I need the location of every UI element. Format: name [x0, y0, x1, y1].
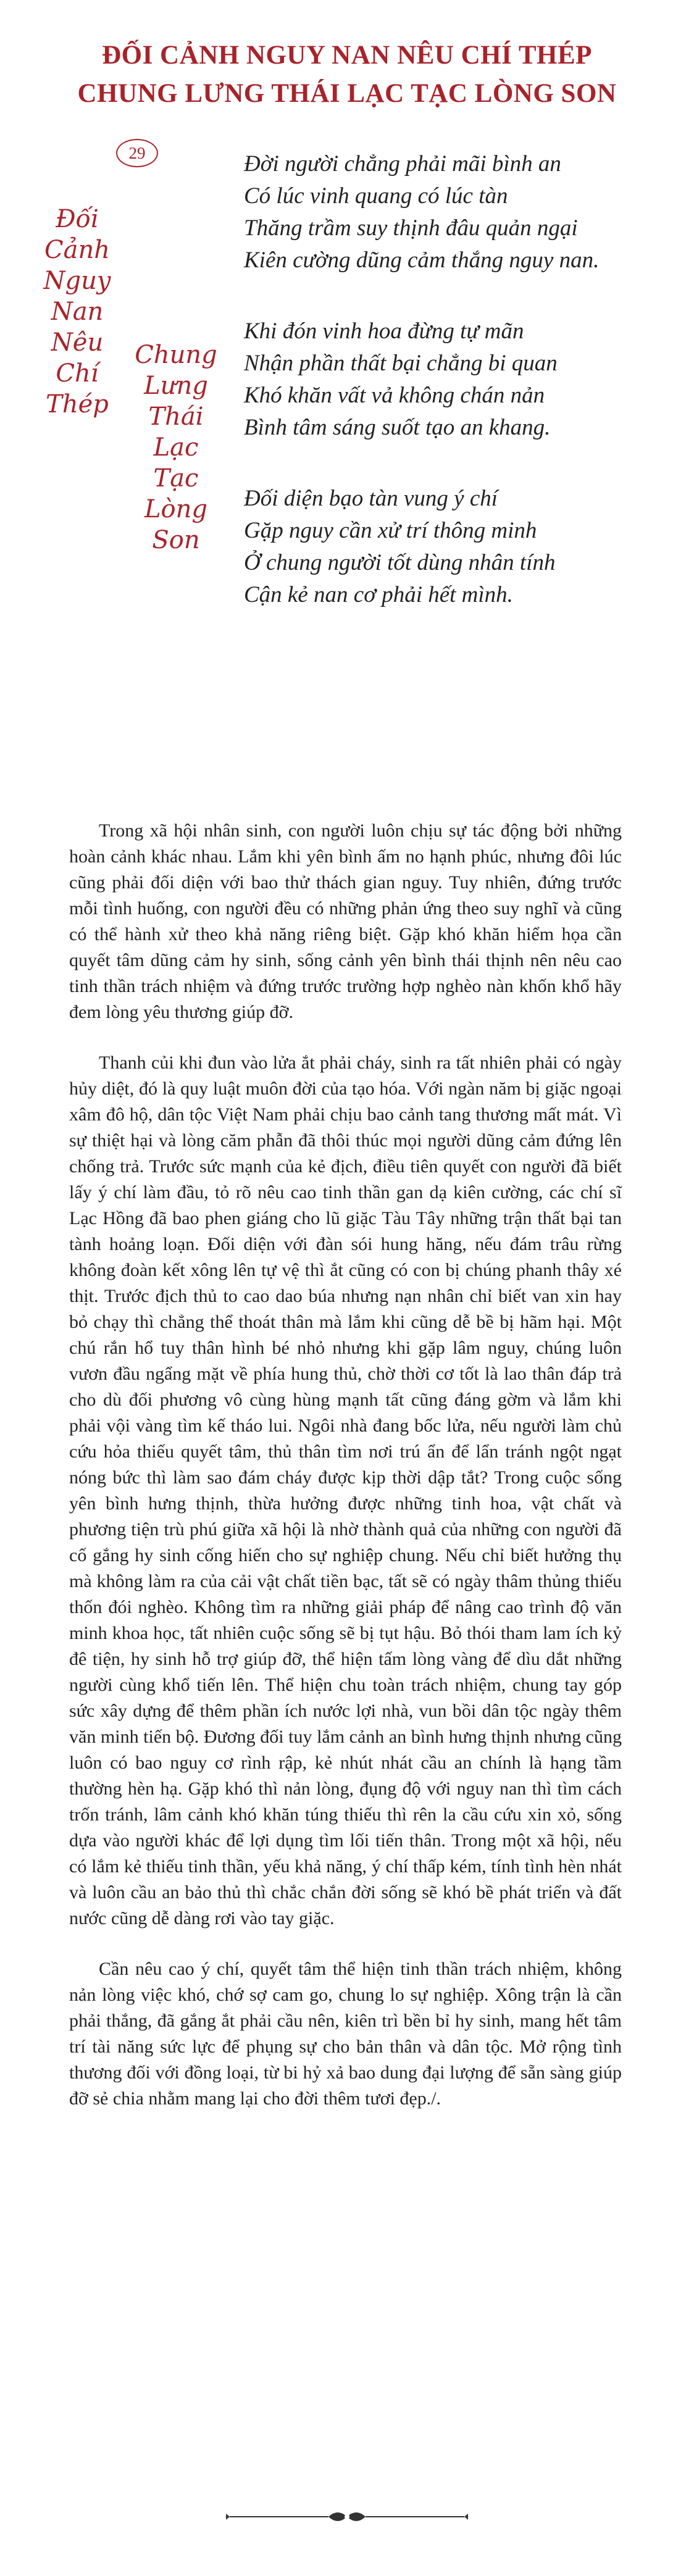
title-line-2: CHUNG LƯNG THÁI LẠC TẠC LÒNG SON	[77, 79, 617, 108]
poem	[244, 148, 676, 650]
poem-line: Gặp nguy cần xử trí thông minh	[244, 518, 537, 543]
poem-stanza-3	[244, 483, 676, 611]
poem-line: Khó khăn vất vả không chán nản	[244, 383, 545, 408]
calligraphy-word: Nêu	[51, 328, 104, 357]
calligraphy-word: Lạc	[153, 433, 199, 462]
poem-line: Đối diện bạo tàn vung ý chí	[244, 486, 498, 511]
poem-line: Kiên cường dũng cảm thắng nguy nan.	[244, 248, 600, 273]
poem-line: Bình tâm sáng suốt tạo an khang.	[244, 415, 551, 440]
poem-line: Có lúc vinh quang có lúc tàn	[244, 183, 508, 209]
poem-stanza-1	[244, 148, 676, 277]
title-line-1: ĐỐI CẢNH NGUY NAN NÊU CHÍ THÉP	[102, 41, 592, 70]
calligraphy-word: Chí	[56, 359, 99, 388]
page-number-badge: 29	[116, 139, 158, 167]
paragraph-2: Thanh củi khi đun vào lửa ắt phải cháy, sinh ra tất nhiên phải có ngày hủy diệt, đó là quy luật muôn đời của tạo hóa. Với ngàn năm bị giặc ngoại xâm đô hộ, dân tộc Việt Nam phải chịu bao cảnh tang thương mất mát. Vì sự thiệt hại và lòng căm phẫn đã thôi thúc mọi người dũng cảm đứng lên chống trả. Trước sức mạnh của kẻ địch, điều tiên quyết con người đã biết lấy ý chí làm đầu, tỏ rõ nêu cao tinh thần gan dạ kiên cường, các chí sĩ Lạc Hồng đã bao phen giáng cho lũ giặc Tàu Tây những trận thất bại tan tành hoảng loạn. Đối diện với đàn sói hung hăng, nếu đám trâu rừng không đoàn kết xông lên tự vệ thì ắt cũng có con bị chúng phanh thây xé thịt. Trước địch thủ to cao dao búa nhưng nạn nhân chỉ biết van xin hay bỏ chạy thì chẳng thể thoát thân mà lắm khi cũng dễ bề bị hãm hại. Một chú rắn hổ tuy thân hình bé nhỏ nhưng khi gặp lâm nguy, chúng luôn vươn đầu ngẩng mặt về phía hung thủ, chờ thời cơ tốt là lao thân đáp trả cho dù đối phương vô cùng hùng mạnh tất cũng đáng gờm và lắm khi phải vội vàng tìm kế tháo lui. Ngôi nhà đang bốc lửa, nếu người làm chủ cứu hỏa thiếu quyết tâm, thủ thân tìm nơi trú ẩn để lẩn tránh ngột ngạt nóng bức thì làm sao đám cháy được kịp thời dập tắt? Trong cuộc sống yên bình hưng thịnh, thừa hưởng được những tinh hoa, vật chất và phương tiện trù phú giữa xã hội là nhờ thành quả của những con người đã cố gắng hy sinh cống hiến cho sự nghiệp chung. Nếu chỉ biết hưởng thụ mà không làm ra của cải vật chất tiền bạc, tất sẽ có ngày thâm thủng thiếu thốn đói nghèo. Không tìm ra những giải pháp để nâng cao trình độ văn minh khoa học, tất nhiên cuộc sống sẽ bị tụt hậu. Bỏ thói tham lam ích kỷ đê tiện, hy sinh hỗ trợ giúp đỡ, thể hiện tấm lòng vàng để dìu dắt những người cùng khổ tiến lên. Thể hiện chu toàn trách nhiệm, chung tay góp sức xây dựng để thêm phần ích nước lợi nhà, vun bồi dân tộc ngày thêm văn minh tiến bộ. Đương đối tuy lắm cảnh an bình hưng thịnh nhưng cũng luôn có bao nguy cơ rình rập, kẻ nhút nhát cầu an chính là hạng tầm thường hèn hạ. Gặp khó thì nản lòng, đụng độ với nguy nan thì tìm cách trốn tránh, lâm cảnh khó khăn túng thiếu thì rên la cầu cứu xin xỏ, sống dựa vào người khác để lợi dụng tìm lối tiến thân. Trong một xã hội, nếu có lắm kẻ thiếu tinh thần, yếu khả năng, ý chí thấp kém, tính tình hèn nhát và luôn cầu an bảo thủ thì chắc chắn đời sống sẽ khó bề phát triển và đất nước cũng dễ dàng rơi vào tay giặc.	[69, 1052, 622, 1928]
calligraphy-column-2	[123, 340, 228, 556]
poem-line: Khi đón vinh hoa đừng tự mãn	[244, 319, 524, 344]
poem-stanza-2	[244, 315, 676, 444]
poem-line: Cận kẻ nan cơ phải hết mình.	[244, 582, 513, 607]
calligraphy-word: Nan	[51, 298, 104, 326]
calligraphy-word: Thái	[148, 402, 204, 431]
poem-line: Nhận phần thất bại chẳng bi quan	[244, 351, 558, 376]
calligraphy-word: Lòng	[144, 495, 207, 523]
calligraphy-word: Đối	[56, 205, 99, 233]
poem-line: Thăng trầm suy thịnh đâu quản ngại	[244, 215, 578, 241]
poem-line: Đời người chẳng phải mãi bình an	[244, 151, 561, 177]
calligraphy-word: Chung	[135, 341, 217, 369]
divider-ornament-icon	[224, 2504, 470, 2529]
calligraphy-word: Tạc	[153, 464, 199, 493]
prose-body	[69, 818, 622, 2136]
calligraphy-column-1	[25, 204, 130, 420]
paragraph-1: Trong xã hội nhân sinh, con người luôn chịu sự tác động bởi những hoàn cảnh khác nhau. Lắm khi yên bình ấm no hạnh phúc, nhưng đôi lúc cũng phải đối diện với bao thử thách gian nguy. Tuy nhiên, đứng trước mỗi tình huống, con người đều có những phản ứng theo suy nghĩ và cũng có thể hành xử theo khả năng riêng biệt. Gặp khó khăn hiểm họa cần quyết tâm dũng cảm hy sinh, sống cảnh yên bình thái thịnh nên nêu cao tinh thần trách nhiệm và đứng trước trường hợp nghèo nàn khốn khổ hãy đem lòng yêu thương giúp đỡ.	[69, 820, 622, 1022]
calligraphy-word: Thép	[46, 390, 109, 419]
calligraphy-word: Cảnh	[44, 236, 110, 264]
calligraphy-word: Nguy	[43, 267, 111, 295]
calligraphy-word: Lưng	[144, 372, 208, 400]
poem-line: Ở chung người tốt dùng nhân tính	[244, 550, 556, 575]
calligraphy-word: Son	[152, 526, 200, 554]
paragraph-3: Cần nêu cao ý chí, quyết tâm thể hiện tinh thần trách nhiệm, không nản lòng việc khó, chớ sợ cam go, chung lo sự nghiệp. Xông trận là cần phải thắng, đã gắng ắt phải cầu nên, kiên trì bền bỉ hy sinh, mang hết tâm trí tài năng sức lực để phụng sự cho bản thân và dân tộc. Mở rộng tình thương đối với đồng loại, từ bi hỷ xả bao dung đại lượng để sẵn sàng giúp đỡ sẻ chia nhằm mang lại cho đời thêm tươi đẹp./.	[69, 1959, 622, 2109]
